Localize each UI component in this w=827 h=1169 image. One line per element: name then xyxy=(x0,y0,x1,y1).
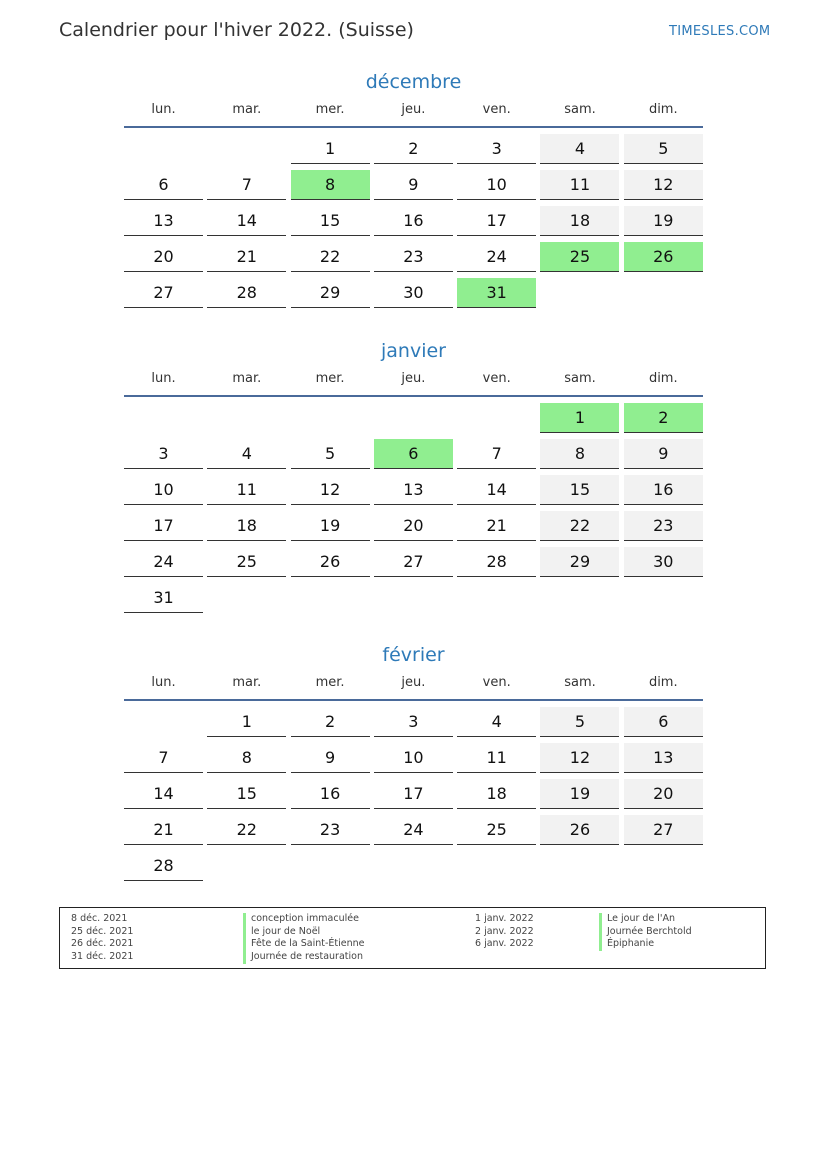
week-row xyxy=(124,400,703,436)
day-cell[interactable]: 13 xyxy=(124,206,203,236)
day-cell[interactable]: 17 xyxy=(124,511,203,541)
weeks xyxy=(124,704,703,884)
day-cell[interactable]: 25 xyxy=(457,815,536,845)
page-title: Calendrier pour l'hiver 2022. (Suisse) xyxy=(59,19,414,41)
month-title: janvier xyxy=(381,340,446,362)
day-cell[interactable]: 5 xyxy=(540,707,619,737)
week-row xyxy=(124,167,703,203)
day-cell[interactable]: 20 xyxy=(624,779,703,809)
day-cell[interactable]: 10 xyxy=(457,170,536,200)
week-row xyxy=(124,776,703,812)
empty-day-cell xyxy=(291,403,370,433)
week-row xyxy=(124,239,703,275)
day-cell[interactable]: 6 xyxy=(124,170,203,200)
day-cell[interactable]: 21 xyxy=(457,511,536,541)
weekday-label: lun. xyxy=(151,102,176,117)
day-cell[interactable]: 9 xyxy=(291,743,370,773)
day-cell[interactable]: 26 xyxy=(624,242,703,272)
day-cell[interactable]: 12 xyxy=(540,743,619,773)
day-cell[interactable]: 2 xyxy=(624,403,703,433)
weeks xyxy=(124,131,703,311)
weekday-label: lun. xyxy=(151,371,176,386)
day-cell[interactable]: 14 xyxy=(207,206,286,236)
holiday-legend xyxy=(59,907,766,969)
day-cell[interactable]: 15 xyxy=(540,475,619,505)
day-cell[interactable]: 4 xyxy=(457,707,536,737)
weekday-label: mer. xyxy=(315,371,345,386)
day-cell[interactable]: 1 xyxy=(207,707,286,737)
day-cell[interactable]: 1 xyxy=(540,403,619,433)
day-cell[interactable]: 14 xyxy=(124,779,203,809)
day-cell[interactable]: 28 xyxy=(457,547,536,577)
week-row xyxy=(124,848,703,884)
empty-day-cell xyxy=(624,278,703,308)
weekday-label: sam. xyxy=(564,675,596,690)
day-cell[interactable]: 24 xyxy=(124,547,203,577)
legend-holiday-name: Journée Berchtold xyxy=(599,926,692,939)
day-cell[interactable]: 18 xyxy=(207,511,286,541)
legend-dates-right xyxy=(475,913,534,951)
week-row xyxy=(124,436,703,472)
weekday-label: mar. xyxy=(232,675,262,690)
day-cell[interactable]: 11 xyxy=(540,170,619,200)
month-january xyxy=(124,336,703,616)
empty-day-cell xyxy=(540,583,619,613)
legend-dates-left xyxy=(71,913,133,964)
empty-day-cell xyxy=(124,707,203,737)
week-row xyxy=(124,508,703,544)
day-cell[interactable]: 22 xyxy=(207,815,286,845)
day-cell[interactable]: 2 xyxy=(291,707,370,737)
day-cell[interactable]: 20 xyxy=(374,511,453,541)
empty-day-cell xyxy=(624,851,703,881)
empty-day-cell xyxy=(540,851,619,881)
day-cell[interactable]: 13 xyxy=(374,475,453,505)
day-cell[interactable]: 27 xyxy=(124,278,203,308)
day-cell[interactable]: 30 xyxy=(374,278,453,308)
day-cell[interactable]: 7 xyxy=(207,170,286,200)
day-cell[interactable]: 18 xyxy=(540,206,619,236)
empty-day-cell xyxy=(457,583,536,613)
legend-date: 2 janv. 2022 xyxy=(475,925,534,937)
weekday-label: lun. xyxy=(151,675,176,690)
day-cell[interactable]: 15 xyxy=(207,779,286,809)
weeks xyxy=(124,400,703,616)
weekday-label: mer. xyxy=(315,102,345,117)
day-cell[interactable]: 3 xyxy=(124,439,203,469)
day-cell[interactable]: 29 xyxy=(291,278,370,308)
day-cell[interactable]: 17 xyxy=(374,779,453,809)
day-cell[interactable]: 11 xyxy=(207,475,286,505)
weekday-label: sam. xyxy=(564,102,596,117)
day-cell[interactable]: 17 xyxy=(457,206,536,236)
day-cell[interactable]: 21 xyxy=(124,815,203,845)
day-cell[interactable]: 7 xyxy=(457,439,536,469)
empty-day-cell xyxy=(207,583,286,613)
day-cell[interactable]: 19 xyxy=(291,511,370,541)
day-cell[interactable]: 19 xyxy=(540,779,619,809)
day-cell[interactable]: 25 xyxy=(540,242,619,272)
day-cell[interactable]: 27 xyxy=(374,547,453,577)
empty-day-cell xyxy=(207,134,286,164)
day-cell[interactable]: 3 xyxy=(457,134,536,164)
day-cell[interactable]: 29 xyxy=(540,547,619,577)
day-cell[interactable]: 19 xyxy=(624,206,703,236)
legend-holiday-name: conception immaculée xyxy=(243,913,365,926)
day-cell[interactable]: 27 xyxy=(624,815,703,845)
week-row xyxy=(124,275,703,311)
legend-names-left xyxy=(243,913,365,964)
day-cell[interactable]: 23 xyxy=(291,815,370,845)
day-cell[interactable]: 12 xyxy=(624,170,703,200)
weekday-label: jeu. xyxy=(401,102,426,117)
day-cell[interactable]: 6 xyxy=(624,707,703,737)
week-row xyxy=(124,812,703,848)
empty-day-cell xyxy=(374,851,453,881)
day-cell[interactable]: 15 xyxy=(291,206,370,236)
day-cell[interactable]: 4 xyxy=(540,134,619,164)
legend-date: 8 déc. 2021 xyxy=(71,913,128,924)
day-cell[interactable]: 24 xyxy=(374,815,453,845)
week-row xyxy=(124,740,703,776)
legend-date: 6 janv. 2022 xyxy=(475,938,534,950)
day-cell[interactable]: 5 xyxy=(624,134,703,164)
day-cell[interactable]: 10 xyxy=(124,475,203,505)
day-cell[interactable]: 26 xyxy=(540,815,619,845)
empty-day-cell xyxy=(291,851,370,881)
day-cell[interactable]: 14 xyxy=(457,475,536,505)
day-cell[interactable]: 20 xyxy=(124,242,203,272)
day-cell[interactable]: 22 xyxy=(291,242,370,272)
week-row xyxy=(124,472,703,508)
day-cell[interactable]: 24 xyxy=(457,242,536,272)
empty-day-cell xyxy=(457,851,536,881)
legend-date: 25 déc. 2021 xyxy=(71,925,134,937)
month-december xyxy=(124,67,703,311)
day-cell[interactable]: 28 xyxy=(124,851,203,881)
day-cell[interactable]: 8 xyxy=(291,170,370,200)
weekday-label: jeu. xyxy=(401,675,426,690)
day-cell[interactable]: 22 xyxy=(540,511,619,541)
day-cell[interactable]: 2 xyxy=(374,134,453,164)
weekday-label: dim. xyxy=(648,102,678,117)
legend-holiday-name: Le jour de l'An xyxy=(599,913,692,926)
empty-day-cell xyxy=(624,583,703,613)
legend-holiday-name: Journée de restauration xyxy=(243,951,365,964)
empty-day-cell xyxy=(124,134,203,164)
day-cell[interactable]: 12 xyxy=(291,475,370,505)
weekday-label: sam. xyxy=(564,371,596,386)
month-title: février xyxy=(382,644,445,666)
day-cell[interactable]: 31 xyxy=(457,278,536,308)
day-cell[interactable]: 26 xyxy=(291,547,370,577)
week-row xyxy=(124,544,703,580)
legend-date: 1 janv. 2022 xyxy=(475,913,534,924)
day-cell[interactable]: 8 xyxy=(540,439,619,469)
day-cell[interactable]: 13 xyxy=(624,743,703,773)
empty-day-cell xyxy=(457,403,536,433)
empty-day-cell xyxy=(207,403,286,433)
day-cell[interactable]: 31 xyxy=(124,583,203,613)
day-cell[interactable]: 30 xyxy=(624,547,703,577)
day-cell[interactable]: 11 xyxy=(457,743,536,773)
day-cell[interactable]: 25 xyxy=(207,547,286,577)
day-cell[interactable]: 18 xyxy=(457,779,536,809)
empty-day-cell xyxy=(374,583,453,613)
weekday-header xyxy=(124,369,703,397)
legend-names-right xyxy=(599,913,692,951)
weekday-label: ven. xyxy=(482,675,511,690)
day-cell[interactable]: 5 xyxy=(291,439,370,469)
empty-day-cell xyxy=(124,403,203,433)
empty-day-cell xyxy=(291,583,370,613)
weekday-label: mar. xyxy=(232,371,262,386)
empty-day-cell xyxy=(207,851,286,881)
day-cell[interactable]: 16 xyxy=(374,206,453,236)
week-row xyxy=(124,203,703,239)
day-cell[interactable]: 21 xyxy=(207,242,286,272)
weekday-label: ven. xyxy=(482,371,511,386)
day-cell[interactable]: 10 xyxy=(374,743,453,773)
day-cell[interactable]: 6 xyxy=(374,439,453,469)
day-cell[interactable]: 23 xyxy=(624,511,703,541)
day-cell[interactable]: 4 xyxy=(207,439,286,469)
day-cell[interactable]: 16 xyxy=(291,779,370,809)
day-cell[interactable]: 7 xyxy=(124,743,203,773)
day-cell[interactable]: 3 xyxy=(374,707,453,737)
day-cell[interactable]: 9 xyxy=(374,170,453,200)
weekday-label: jeu. xyxy=(401,371,426,386)
site-link[interactable]: TIMESLES.COM xyxy=(669,24,771,39)
weekday-header xyxy=(124,100,703,128)
weekday-label: dim. xyxy=(648,371,678,386)
weekday-header xyxy=(124,673,703,701)
empty-day-cell xyxy=(540,278,619,308)
weekday-label: dim. xyxy=(648,675,678,690)
day-cell[interactable]: 8 xyxy=(207,743,286,773)
empty-day-cell xyxy=(374,403,453,433)
day-cell[interactable]: 28 xyxy=(207,278,286,308)
legend-holiday-name: le jour de Noël xyxy=(243,926,365,939)
legend-date: 26 déc. 2021 xyxy=(71,938,134,950)
week-row xyxy=(124,131,703,167)
weekday-label: ven. xyxy=(482,102,511,117)
day-cell[interactable]: 23 xyxy=(374,242,453,272)
month-february xyxy=(124,640,703,884)
weekday-label: mer. xyxy=(315,675,345,690)
legend-holiday-name: Fête de la Saint-Étienne xyxy=(243,938,365,951)
weekday-label: mar. xyxy=(232,102,262,117)
day-cell[interactable]: 1 xyxy=(291,134,370,164)
month-title: décembre xyxy=(365,71,462,93)
day-cell[interactable]: 16 xyxy=(624,475,703,505)
day-cell[interactable]: 9 xyxy=(624,439,703,469)
legend-date: 31 déc. 2021 xyxy=(71,951,134,963)
week-row xyxy=(124,704,703,740)
legend-holiday-name: Épiphanie xyxy=(599,938,692,951)
week-row xyxy=(124,580,703,616)
